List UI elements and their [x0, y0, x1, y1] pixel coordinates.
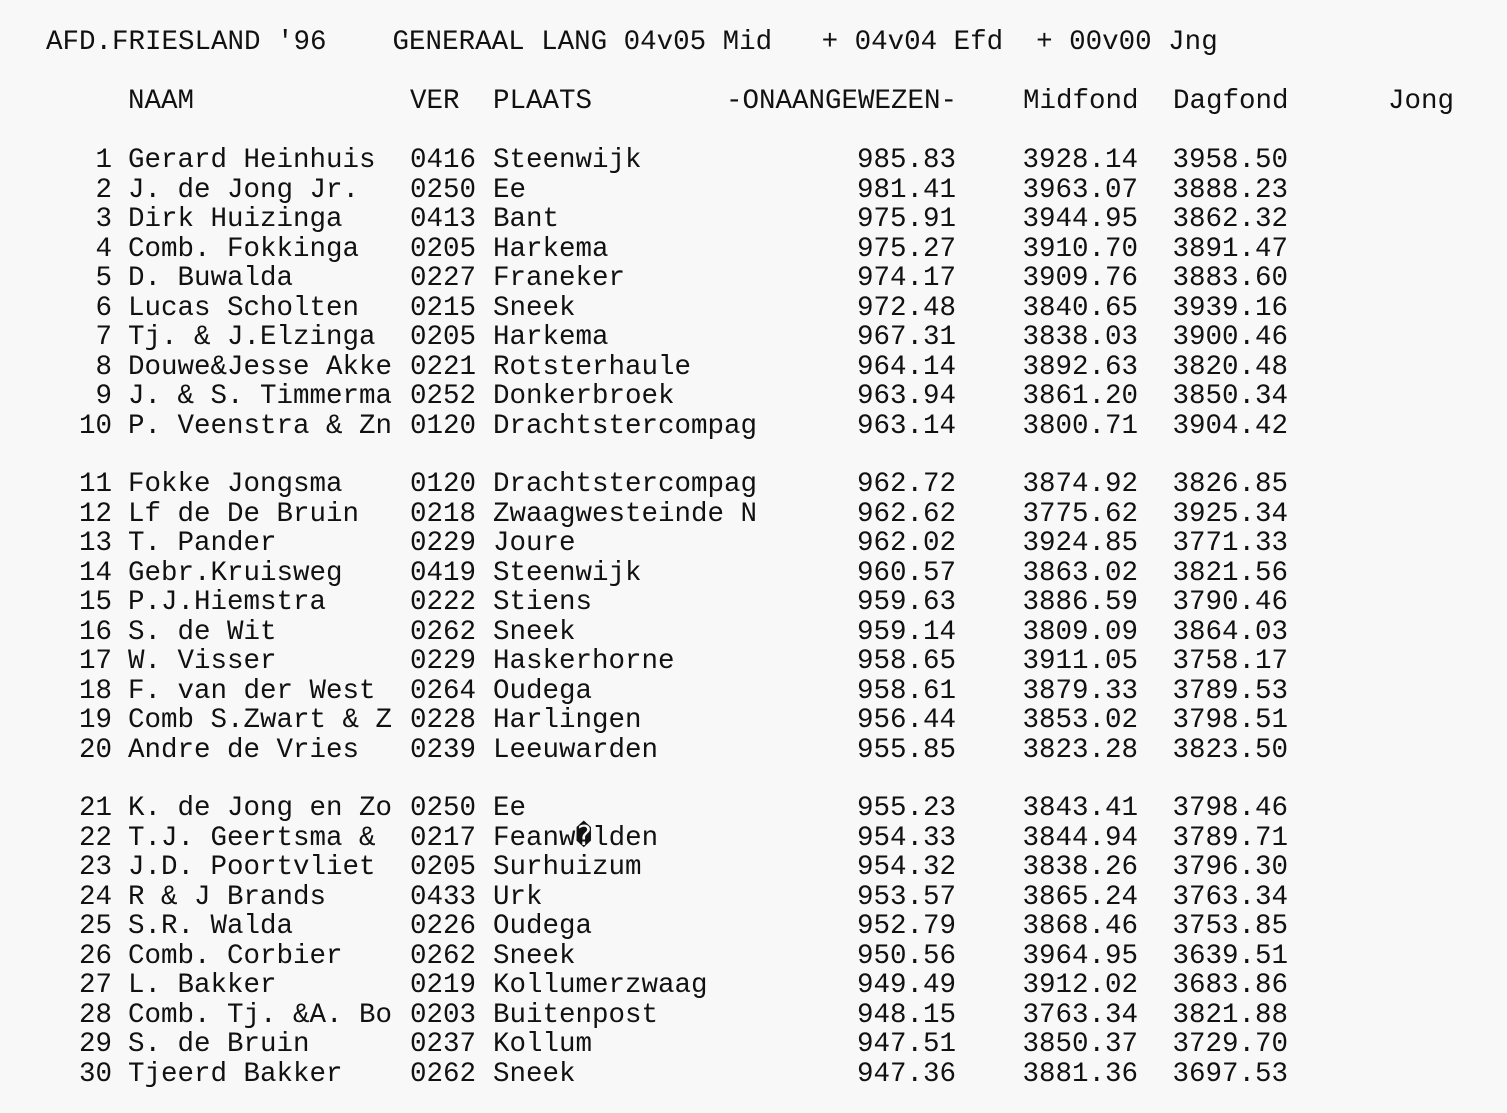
row-onaangewezen: 959.63: [856, 587, 956, 618]
row-ver: 0262: [410, 616, 477, 648]
row-dagfond: 3821.56: [1172, 557, 1288, 589]
row-position: 20: [78, 734, 112, 766]
row-ver: 0203: [410, 999, 477, 1031]
row-onaangewezen: 947.51: [856, 1029, 956, 1060]
row-midfond: 3879.33: [1022, 675, 1138, 707]
header-naam: NAAM: [128, 86, 195, 117]
row-dagfond: 3904.42: [1172, 410, 1288, 442]
row-position: 1: [95, 145, 112, 176]
row-onaangewezen: 960.57: [856, 557, 956, 589]
row-midfond: 3924.85: [1022, 528, 1138, 559]
row-position: 11: [78, 469, 112, 500]
row-naam: Comb. Tj. &A. Bo: [128, 999, 393, 1031]
row-position: 19: [78, 705, 112, 736]
row-dagfond: 3790.46: [1172, 587, 1288, 618]
row-ver: 0262: [410, 940, 477, 972]
row-naam: Dirk Huizinga: [128, 204, 343, 235]
row-midfond: 3840.65: [1022, 292, 1138, 324]
row-position: 7: [95, 322, 112, 353]
row-naam: Douwe&Jesse Akke: [128, 351, 393, 383]
row-position: 27: [78, 970, 112, 1001]
row-dagfond: 3821.88: [1172, 999, 1288, 1031]
row-midfond: 3910.70: [1022, 233, 1138, 265]
row-naam: W. Visser: [128, 646, 277, 677]
header-midfond: Midfond: [1023, 86, 1139, 117]
row-onaangewezen: 959.14: [856, 616, 956, 648]
row-onaangewezen: 958.65: [856, 646, 956, 677]
header-onaangewezen: -ONAANGEWEZEN-: [726, 86, 958, 117]
row-naam: Lf de De Bruin: [128, 498, 360, 530]
row-position: 13: [78, 528, 112, 559]
row-naam: S. de Bruin: [128, 1029, 310, 1060]
row-naam: Comb S.Zwart & Z: [128, 705, 393, 736]
row-midfond: 3775.62: [1022, 498, 1138, 530]
row-naam: Gerard Heinhuis: [128, 145, 376, 176]
row-ver: 0222: [410, 587, 477, 618]
row-plaats: Kollumerzwaag: [493, 970, 708, 1001]
row-dagfond: 3639.51: [1172, 940, 1288, 972]
row-midfond: 3861.20: [1022, 381, 1138, 412]
row-onaangewezen: 967.31: [856, 322, 956, 353]
row-ver: 0218: [410, 498, 477, 530]
row-dagfond: 3864.03: [1172, 616, 1288, 648]
header-dagfond: Dagfond: [1173, 86, 1289, 117]
row-midfond: 3838.03: [1022, 322, 1138, 353]
row-dagfond: 3850.34: [1172, 381, 1288, 412]
row-dagfond: 3796.30: [1172, 852, 1288, 883]
row-dagfond: 3862.32: [1172, 204, 1288, 235]
row-ver: 0228: [410, 705, 477, 736]
row-midfond: 3850.37: [1022, 1029, 1138, 1060]
row-position: 5: [95, 263, 112, 294]
row-naam: Andre de Vries: [128, 734, 360, 766]
row-naam: K. de Jong en Zo: [128, 793, 393, 824]
row-dagfond: 3925.34: [1172, 498, 1288, 530]
row-midfond: 3823.28: [1022, 734, 1138, 766]
row-onaangewezen: 953.57: [856, 881, 956, 913]
row-position: 17: [78, 646, 112, 677]
row-midfond: 3809.09: [1022, 616, 1138, 648]
row-dagfond: 3826.85: [1172, 469, 1288, 500]
row-dagfond: 3763.34: [1172, 881, 1288, 913]
row-ver: 0250: [410, 793, 477, 824]
row-plaats: Drachtstercompag: [493, 410, 758, 442]
row-position: 30: [78, 1058, 112, 1090]
row-naam: F. van der West: [128, 675, 376, 707]
row-plaats: Ee: [493, 793, 527, 824]
row-dagfond: 3697.53: [1172, 1058, 1288, 1090]
row-onaangewezen: 963.14: [856, 410, 956, 442]
row-ver: 0262: [410, 1058, 477, 1090]
row-dagfond: 3729.70: [1172, 1029, 1288, 1060]
row-position: 8: [95, 351, 112, 383]
row-midfond: 3912.02: [1022, 970, 1138, 1001]
row-plaats: Joure: [493, 528, 576, 559]
row-position: 21: [78, 793, 112, 824]
row-dagfond: 3798.51: [1172, 705, 1288, 736]
row-midfond: 3863.02: [1022, 557, 1138, 589]
row-onaangewezen: 974.17: [856, 263, 956, 294]
row-naam: Tj. & J.Elzinga: [128, 322, 376, 353]
row-midfond: 3909.76: [1022, 263, 1138, 294]
row-naam: S. de Wit: [128, 616, 277, 648]
row-naam: J.D. Poortvliet: [128, 852, 376, 883]
row-ver: 0120: [410, 410, 477, 442]
row-ver: 0226: [410, 911, 477, 942]
row-naam: S.R. Walda: [128, 911, 294, 942]
row-position: 24: [78, 881, 112, 913]
row-midfond: 3868.46: [1022, 911, 1138, 942]
row-position: 28: [78, 999, 112, 1031]
row-plaats: Urk: [493, 881, 543, 913]
row-onaangewezen: 952.79: [856, 911, 956, 942]
row-naam: Comb. Fokkinga: [128, 233, 360, 265]
row-ver: 0229: [410, 528, 477, 559]
row-plaats: Feanw�lden: [493, 822, 659, 854]
row-ver: 0205: [410, 852, 477, 883]
row-plaats: Haskerhorne: [493, 646, 675, 677]
row-position: 29: [78, 1029, 112, 1060]
row-position: 23: [78, 852, 112, 883]
title-text: AFD.FRIESLAND '96 GENERAAL LANG 04v05 Mid + 04v04 Efd + 00v00 Jng: [46, 27, 1218, 58]
row-dagfond: 3883.60: [1172, 263, 1288, 294]
row-plaats: Sneek: [493, 616, 576, 648]
row-onaangewezen: 949.49: [856, 970, 956, 1001]
row-onaangewezen: 963.94: [856, 381, 956, 412]
row-naam: P. Veenstra & Zn: [128, 410, 393, 442]
row-ver: 0219: [410, 970, 477, 1001]
row-position: 22: [78, 822, 112, 854]
row-ver: 0416: [410, 145, 477, 176]
row-midfond: 3963.07: [1022, 174, 1138, 206]
row-dagfond: 3758.17: [1172, 646, 1288, 677]
row-plaats: Ee: [493, 174, 527, 206]
row-position: 25: [78, 911, 112, 942]
row-ver: 0264: [410, 675, 477, 707]
row-onaangewezen: 975.91: [856, 204, 956, 235]
row-onaangewezen: 972.48: [856, 292, 956, 324]
row-midfond: 3763.34: [1022, 999, 1138, 1031]
row-ver: 0205: [410, 233, 477, 265]
row-dagfond: 3753.85: [1172, 911, 1288, 942]
row-plaats: Kollum: [493, 1029, 593, 1060]
row-position: 14: [78, 557, 112, 589]
row-naam: P.J.Hiemstra: [128, 587, 327, 618]
row-midfond: 3881.36: [1022, 1058, 1138, 1090]
header-plaats: PLAATS: [493, 86, 593, 117]
row-position: 15: [78, 587, 112, 618]
row-position: 6: [95, 292, 112, 324]
row-midfond: 3911.05: [1022, 646, 1138, 677]
row-onaangewezen: 955.85: [856, 734, 956, 766]
row-plaats: Surhuizum: [493, 852, 642, 883]
row-onaangewezen: 962.02: [856, 528, 956, 559]
row-dagfond: 3771.33: [1172, 528, 1288, 559]
row-position: 10: [78, 410, 112, 442]
row-plaats: Donkerbroek: [493, 381, 675, 412]
header-ver: VER: [410, 86, 460, 117]
row-naam: T. Pander: [128, 528, 277, 559]
row-naam: L. Bakker: [128, 970, 277, 1001]
row-plaats: Leeuwarden: [493, 734, 659, 766]
row-onaangewezen: 962.62: [856, 498, 956, 530]
row-plaats: Drachtstercompag: [493, 469, 758, 500]
row-plaats: Bant: [493, 204, 560, 235]
row-onaangewezen: 954.33: [856, 822, 956, 854]
row-naam: R & J Brands: [128, 881, 327, 913]
row-midfond: 3853.02: [1022, 705, 1138, 736]
row-onaangewezen: 981.41: [856, 174, 956, 206]
row-plaats: Sneek: [493, 292, 576, 324]
row-position: 3: [95, 204, 112, 235]
row-plaats: Rotsterhaule: [493, 351, 692, 383]
row-naam: T.J. Geertsma &: [128, 822, 376, 854]
row-ver: 0227: [410, 263, 477, 294]
row-midfond: 3874.92: [1022, 469, 1138, 500]
row-position: 9: [95, 381, 112, 412]
row-plaats: Sneek: [493, 940, 576, 972]
row-naam: J. & S. Timmerma: [128, 381, 393, 412]
row-onaangewezen: 958.61: [856, 675, 956, 707]
row-ver: 0120: [410, 469, 477, 500]
row-ver: 0221: [410, 351, 477, 383]
row-naam: Lucas Scholten: [128, 292, 360, 324]
row-naam: Comb. Corbier: [128, 940, 343, 972]
row-midfond: 3843.41: [1022, 793, 1138, 824]
row-ver: 0237: [410, 1029, 477, 1060]
row-onaangewezen: 985.83: [856, 145, 956, 176]
row-plaats: Steenwijk: [493, 557, 642, 589]
row-onaangewezen: 962.72: [856, 469, 956, 500]
row-naam: Gebr.Kruisweg: [128, 557, 343, 589]
row-plaats: Stiens: [493, 587, 593, 618]
row-midfond: 3886.59: [1022, 587, 1138, 618]
row-midfond: 3844.94: [1022, 822, 1138, 854]
row-midfond: 3944.95: [1022, 204, 1138, 235]
row-midfond: 3838.26: [1022, 852, 1138, 883]
row-naam: J. de Jong Jr.: [128, 174, 360, 206]
row-ver: 0215: [410, 292, 477, 324]
row-naam: Tjeerd Bakker: [128, 1058, 343, 1090]
row-position: 12: [78, 498, 112, 530]
row-midfond: 3928.14: [1022, 145, 1138, 176]
row-dagfond: 3958.50: [1172, 145, 1288, 176]
row-position: 18: [78, 675, 112, 707]
row-onaangewezen: 975.27: [856, 233, 956, 265]
row-position: 2: [95, 174, 112, 206]
row-plaats: Franeker: [493, 263, 626, 294]
row-plaats: Sneek: [493, 1058, 576, 1090]
row-ver: 0217: [410, 822, 477, 854]
row-naam: Fokke Jongsma: [128, 469, 343, 500]
row-midfond: 3865.24: [1022, 881, 1138, 913]
row-dagfond: 3789.71: [1172, 822, 1288, 854]
row-ver: 0419: [410, 557, 477, 589]
row-ver: 0205: [410, 322, 477, 353]
row-dagfond: 3888.23: [1172, 174, 1288, 206]
row-onaangewezen: 947.36: [856, 1058, 956, 1090]
row-dagfond: 3820.48: [1172, 351, 1288, 383]
row-midfond: 3892.63: [1022, 351, 1138, 383]
row-onaangewezen: 954.32: [856, 852, 956, 883]
row-position: 16: [78, 616, 112, 648]
row-ver: 0413: [410, 204, 477, 235]
row-plaats: Zwaagwesteinde N: [493, 498, 758, 530]
row-dagfond: 3939.16: [1172, 292, 1288, 324]
row-plaats: Oudega: [493, 911, 593, 942]
row-position: 26: [78, 940, 112, 972]
row-plaats: Harkema: [493, 322, 609, 353]
row-ver: 0229: [410, 646, 477, 677]
row-ver: 0250: [410, 174, 477, 206]
row-naam: D. Buwalda: [128, 263, 294, 294]
row-onaangewezen: 956.44: [856, 705, 956, 736]
row-plaats: Oudega: [493, 675, 593, 707]
row-onaangewezen: 955.23: [856, 793, 956, 824]
row-dagfond: 3798.46: [1172, 793, 1288, 824]
row-plaats: Harlingen: [493, 705, 642, 736]
row-onaangewezen: 964.14: [856, 351, 956, 383]
row-ver: 0239: [410, 734, 477, 766]
row-plaats: Harkema: [493, 233, 609, 265]
row-plaats: Steenwijk: [493, 145, 642, 176]
row-onaangewezen: 950.56: [856, 940, 956, 972]
row-dagfond: 3891.47: [1172, 233, 1288, 265]
row-position: 4: [95, 233, 112, 265]
row-midfond: 3964.95: [1022, 940, 1138, 972]
row-dagfond: 3789.53: [1172, 675, 1288, 707]
row-midfond: 3800.71: [1022, 410, 1138, 442]
row-dagfond: 3683.86: [1172, 970, 1288, 1001]
header-jong: Jong: [1388, 86, 1455, 117]
row-dagfond: 3823.50: [1172, 734, 1288, 766]
row-ver: 0252: [410, 381, 477, 412]
row-dagfond: 3900.46: [1172, 322, 1288, 353]
row-onaangewezen: 948.15: [856, 999, 956, 1031]
row-ver: 0433: [410, 881, 477, 913]
row-plaats: Buitenpost: [493, 999, 659, 1031]
